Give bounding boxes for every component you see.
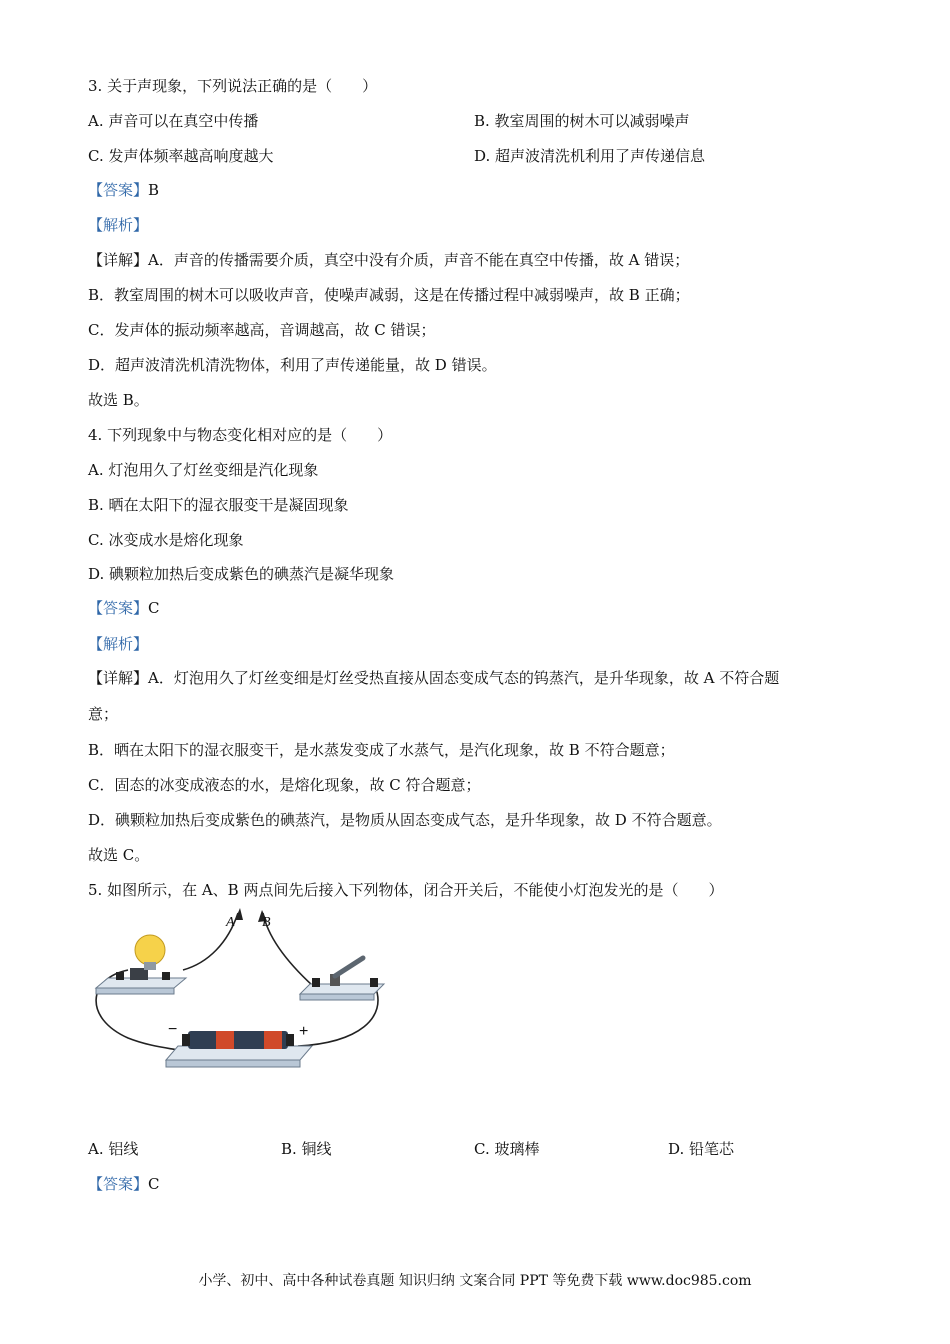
answer-tag: 【答案】 (88, 181, 149, 199)
answer-tag: 【答案】 (88, 1175, 149, 1193)
q4-detail-line: C．固态的冰变成液态的水，是熔化现象，故 C 符合题意； (88, 776, 481, 794)
page-footer: 小学、初中、高中各种试卷真题 知识归纳 文案合同 PPT 等免费下载 www.doc985.com (198, 1273, 752, 1289)
plus-sign: + (299, 1023, 309, 1040)
q3-answer (88, 180, 159, 200)
q3-option-c: C. 发声体频率越高响度越大 (88, 147, 274, 165)
answer-value: B (148, 181, 160, 199)
circuit-diagram (88, 908, 388, 1078)
q5-option-b: B. 铜线 (281, 1140, 332, 1158)
q4-option-a: A. 灯泡用久了灯丝变细是汽化现象 (88, 461, 319, 479)
q4-detail-line: B．晒在太阳下的湿衣服变干，是水蒸发变成了水蒸气，是汽化现象，故 B 不符合题意； (88, 741, 675, 759)
answer-value: C (148, 1175, 160, 1193)
q5-stem: 5. 如图所示，在 A、B 两点间先后接入下列物体，闭合开关后，不能使小灯泡发光的是（ ） (88, 881, 724, 899)
q5-answer (88, 1174, 160, 1194)
minus-sign: − (168, 1021, 178, 1038)
q4-option-b: B. 晒在太阳下的湿衣服变干是凝固现象 (88, 496, 349, 514)
q4-detail-line: 【详解】A．灯泡用久了灯丝变细是灯丝受热直接从固态变成气态的钨蒸汽，是升华现象，故 A 不符合题 (88, 669, 780, 687)
q3-option-b: B. 教室周围的树木可以减弱噪声 (474, 112, 690, 130)
q4-analysis-tag: 【解析】 (88, 635, 149, 653)
q4-conclusion: 故选 C。 (88, 846, 150, 864)
q3-detail-line: C．发声体的振动频率越高，音调越高，故 C 错误； (88, 321, 436, 339)
q3-detail-line: 【详解】A．声音的传播需要介质，真空中没有介质，声音不能在真空中传播，故 A 错误； (88, 251, 690, 269)
q4-detail-line: D．碘颗粒加热后变成紫色的碘蒸汽，是物质从固态变成气态，是升华现象，故 D 不符合题意。 (88, 811, 722, 829)
answer-tag: 【答案】 (88, 599, 149, 617)
label-a: A (226, 915, 235, 930)
label-b: B (262, 915, 271, 930)
q3-detail-line: B．教室周围的树木可以吸收声音，使噪声减弱，这是在传播过程中减弱噪声，故 B 正确； (88, 286, 690, 304)
q3-option-a: A. 声音可以在真空中传播 (88, 112, 259, 130)
bulb-icon (135, 935, 165, 965)
q3-analysis-tag: 【解析】 (88, 216, 149, 234)
q4-option-c: C. 冰变成水是熔化现象 (88, 531, 244, 549)
q4-stem: 4. 下列现象中与物态变化相对应的是（ ） (88, 426, 393, 444)
q5-option-c: C. 玻璃棒 (474, 1140, 540, 1158)
q3-conclusion: 故选 B。 (88, 391, 149, 409)
q4-answer (88, 598, 160, 618)
q5-option-d: D. 铅笔芯 (668, 1140, 735, 1158)
q5-option-a: A. 铝线 (88, 1140, 139, 1158)
arrow-a-icon (235, 908, 243, 920)
q3-stem: 3. 关于声现象，下列说法正确的是（ ） (88, 77, 378, 95)
q3-detail-line: D．超声波清洗机清洗物体，利用了声传递能量，故 D 错误。 (88, 356, 497, 374)
q4-detail-line: 意； (88, 705, 119, 723)
answer-value: C (148, 599, 160, 617)
q3-option-d: D. 超声波清洗机利用了声传递信息 (474, 147, 706, 165)
q4-option-d: D. 碘颗粒加热后变成紫色的碘蒸汽是凝华现象 (88, 565, 395, 583)
switch-lever-icon (335, 958, 363, 976)
